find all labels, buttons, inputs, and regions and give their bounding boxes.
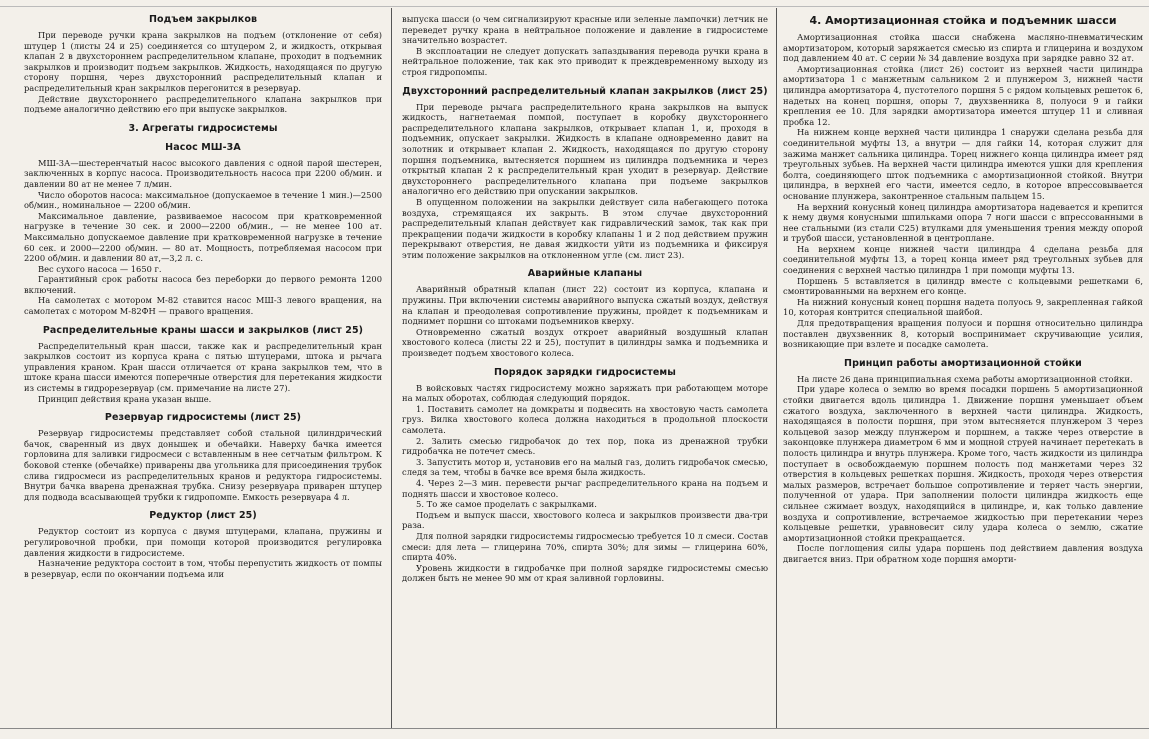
paragraph: МШ-3А—шестеренчатый насос высокого давления с одной парой шестерен, заключенных в корпус насоса. Производительность насоса при 2200 об/мин. и давлении 80 ат не менее 7 л/мин. <box>24 157 382 189</box>
paragraph: Резервуар гидросистемы представляет собой стальной цилиндрический бачок, сваренный из двух донышек и обечайки. Наверху бачка имеется горловина для заливки гидросмеси с вставленным в нее сетчатым фильтром. К боковой стенке (обечайке) приварены два угольника для присоединения трубок слива гидросмеси из распределительных кранов и редуктора гидросистемы. Внутри бачка вварена дренажная трубка. Снизу резервуара приварен штуцер для подвода всасывающей трубки к гидропомпе. Емкость резервуара 4 л. <box>24 428 382 502</box>
heading-twoway-valve: Двухсторонний распределительный клапан закрылков (лист 25) <box>402 85 768 97</box>
paragraph: При переводе ручки крана закрылков на подъем (отклонение от себя) штуцер 1 (листы 24 и 25) соединяется со штуцером 2, и жидкость, открывая клапан 2 в двухстороннем распределительном клапане, проходит в подъемник закрылков и производит подъем закрылков. Жидкость, находящаяся по другую сторону поршня, через двухсторонний распределительный клапан и распределительный кран закрылков перегонится в резервуар. <box>24 30 382 93</box>
heading-pump: Насос МШ-3А <box>165 141 241 153</box>
top-edge-rule <box>0 6 1149 7</box>
paragraph: Редуктор состоит из корпуса с двумя штуцерами, клапана, пружины и регулировочной пробки, при помощи которой производится регулировка давления жидкости в гидросистеме. <box>24 526 382 558</box>
paragraph: Амортизационная стойка (лист 26) состоит из верхней части цилиндра амортизатора 1 с манжетным сальником 2 и плунжером 3, нижней части цилиндра амортизатора 4, пустотелого поршня 5 с рядом кольцевых решеток 6, надетых на конец поршня, опоры 7, двухзвенника 8, полуоси 9 и гайки крепления ее 10. Для зарядки амортизатора имеется штуцер 11 и сливная пробка 12. <box>783 63 1143 127</box>
heading-reservoir: Резервуар гидросистемы (лист 25) <box>104 412 302 424</box>
paragraph: В войсковых частях гидросистему можно заряжать при работающем моторе на малых оборотах, соблюдая следующий порядок. <box>402 382 768 404</box>
paragraph: Поршень 5 вставляется в цилиндр вместе с кольцевыми решетками 6, смонтированными на верхнем его конце. <box>783 275 1143 297</box>
column-right <box>783 14 1143 565</box>
column-left <box>24 14 382 579</box>
paragraph: Принцип действия крана указан выше. <box>38 393 212 404</box>
paragraph: 1. Поставить самолет на домкраты и подвесить на хвостовую часть самолета груз. Вилка хвостового колеса должна находиться в продольной плоскости самолета. <box>402 403 768 435</box>
bottom-edge-rule <box>0 728 1149 729</box>
paragraph: Аварийный обратный клапан (лист 22) состоит из корпуса, клапана и пружины. При включении системы аварийного выпуска сжатый воздух, действуя на клапан и преодолевая сопротивление пружины, пройдет к подъемникам и поднимет поршни со штоками подъемников кверху. <box>402 284 768 327</box>
paragraph: 5. То же самое проделать с закрылками. <box>416 499 597 510</box>
paragraph: При переводе рычага распределительного крана закрылков на выпуск жидкость, нагнетаемая помпой, поступает в коробку двухстороннего распределительного клапана закрылков, открывает клапан 1, и, проходя в подъемник, опускает закрылки. Жидкость в клапане одновременно давит на золотник и открывает клапан 2. Жидкость, находящаяся по другую сторону поршня подъемника, вытесняется поршнем из цилиндра подъемника и через открытый клапан 2 к распределительный кран уходит в резервуар. Действие двухстороннего распределительного клапана при подъеме закрылков аналогично его действию при опускании закрылков. <box>402 101 768 197</box>
heading-charging: Порядок зарядки гидросистемы <box>494 366 676 378</box>
column-divider-1 <box>391 8 392 728</box>
heading-shock-principle: Принцип работы амортизационной стойки <box>844 357 1082 369</box>
column-middle <box>402 14 768 584</box>
column-divider-2 <box>776 8 777 728</box>
paragraph: В эксплоатации не следует допускать запаздывания перевода ручки крана в нейтральное положение, так как это приводит к преждевременному выходу из строя гидропомпы. <box>402 45 768 77</box>
paragraph: При ударе колеса о землю во время посадки поршень 5 амортизационной стойки двигается вдоль цилиндра 1. Движение поршня уменьшает объем сжатого воздуха, заключенного в верхней части цилиндра. Жидкость, находящаяся в полости поршня, при этом вытесняется плунжером 3 через кольцевой зазор между плунжером и поршнем, а также через отверстие в законцовке плунжера диаметром 6 мм и мощной струей начинает перетекать в полость цилиндра и внутрь плунжера. Кроме того, часть жидкости из цилиндра поступает в освобождаемую поршнем полость под манжетами через 32 отверстия в кольцевых решетках поршня. Жидкость, проходя через отверстия малых размеров, встречает большое сопротивление и теряет часть энергии, полученной от удара. При заполнении полости цилиндра жидкость еще сильнее сжимает воздух, находящийся в цилиндре, и, как только давление воздуха и сопротивление, встречаемое жидкостью при перетекании через кольцевые решетки, уравновесит силу удара колеса о землю, сжатие амортизационной стойки прекращается. <box>783 384 1143 543</box>
paragraph: Вес сухого насоса — 1650 г. <box>38 263 162 274</box>
paragraph: На нижний конусный конец поршня надета полуось 9, закрепленная гайкой 10, которая контрится специальной шайбой. <box>783 296 1143 318</box>
paragraph: Максимальное давление, развиваемое насосом при кратковременной нагрузке в течение 30 сек. и 2000—2200 об/мин., — не менее 100 ат. Максимально допускаемое давление при кратковременной нагрузке в течение 60 сек. и 2000—2200 об/мин. — 80 ат. Мощность, потребляемая насосом при 2200 об/мин. и давлении 80 ат,—3,2 л. с. <box>24 210 382 264</box>
paragraph: Подъем и выпуск шасси, хвостового колеса и закрылков произвести два-три раза. <box>402 509 768 531</box>
paragraph: После поглощения силы удара поршень под действием давления воздуха двигается вниз. При обратном ходе поршня аморти- <box>783 543 1143 564</box>
paragraph: Число оборотов насоса: максимальное (допускаемое в течение 1 мин.)—2500 об/мин., номинальное — 2200 об/мин. <box>24 189 382 211</box>
paragraph: выпуска шасси (о чем сигнализируют красные или зеленые лампочки) летчик не переведет ручку крана в нейтральное положение и давление в гидросистеме значительно возрастет. <box>402 14 768 46</box>
paragraph: 2. Залить смесью гидробачок до тех пор, пока из дренажной трубки гидробачка не потечет смесь. <box>402 435 768 457</box>
paragraph: На листе 26 дана принципиальная схема работы амортизационной стойки. <box>797 373 1133 384</box>
paragraph: В опущенном положении на закрылки действует сила набегающего потока воздуха, стремящаяся их закрыть. В этом случае двухсторонний распределительный клапан действует как гидравлический замок, так как при прекращении подачи жидкости в коробку клапаны 1 и 2 под действием пружин перекрывают отверстия, не давая жидкости уйти из подъемника и фиксируя этим положение закрылков на отклоненном угле (см. лист 23). <box>402 196 768 260</box>
section-heading-shock-strut: 4. Амортизационная стойка и подъемник шасси <box>809 14 1117 27</box>
paragraph: Распределительный кран шасси, также как и распределительный кран закрылков состоит из корпуса крана с пятью штуцерами, штока и рычага управления краном. Кран шасси отличается от крана закрылков тем, что в штоке крана шасси имеются поперечные отверстия для перетекания жидкости из системы в гидрорезервуар (см. примечание на листе 27). <box>24 340 382 394</box>
paragraph: На самолетах с мотором М-82 ставится насос МШ-3 левого вращения, на самолетах с мотором М-82ФН — правого вращения. <box>24 295 382 317</box>
paragraph: 3. Запустить мотор и, установив его на малый газ, долить гидробачок смесью, следя за тем, чтобы в бачке все время была жидкость. <box>402 456 768 478</box>
paragraph: На верхнем конце нижней части цилиндра 4 сделана резьба для соединительной муфты 13, а торец конца имеет ряд треугольных зубьев для соединения с верхней частью цилиндра 1 при помощи муфты 13. <box>783 243 1143 276</box>
paragraph: Действие двухстороннего распределительного клапана закрылков при подъеме аналогично действию его при выпуске закрылков. <box>24 93 382 115</box>
paragraph: Гарантийный срок работы насоса без переборки до первого ремонта 1200 включений. <box>24 274 382 295</box>
heading-flaps-lift: Подъем закрылков <box>148 14 258 25</box>
heading-emergency-valves: Аварийные клапаны <box>527 268 643 280</box>
paragraph: Назначение редуктора состоит в том, чтобы перепустить жидкость от помпы в резервуар, если по окончании подъема или <box>24 558 382 579</box>
paragraph: На нижнем конце верхней части цилиндра 1 снаружи сделана резьба для соединительной муфты 13, а внутри — для гайки 14, которая служит для зажима манжет сальника цилиндра. Торец нижнего конца цилиндра имеет ряд треугольных зубьев. На верхней части цилиндра имеются ушки для крепления болта, соединяющего шток подъемника с амортизационной стойкой. Внутри цилиндра, в верхней его части, имеется седло, в которое впрессовывается основание плунжера, законтренное стальным пальцем 15. <box>783 127 1143 201</box>
paragraph: Отновременно сжатый воздух откроет аварийный воздушный клапан хвостового колеса (листы 22 и 25), поступит в цилиндры замка и подъемника и произведет подъем хвостового колеса. <box>402 326 768 359</box>
paragraph: 4. Через 2—3 мин. перевести рычаг распределительного крана на подъем и поднять шасси и хвостовое колесо. <box>402 477 768 499</box>
heading-reducer: Редуктор (лист 25) <box>149 510 257 522</box>
paragraph: Для полной зарядки гидросистемы гидросмесью требуется 10 л смеси. Состав смеси: для лета — глицерина 70%, спирта 30%; для зимы — глицерина 60%, спирта 40%. <box>402 530 768 563</box>
paragraph: Уровень жидкости в гидробачке при полной зарядке гидросистемы смесью должен быть не менее 90 мм от края заливной горловины. <box>402 562 768 584</box>
paragraph: Амортизационная стойка шасси снабжена масляно-пневматическим амортизатором, который заряжается смесью из спирта и глицерина и воздухом под давлением 40 ат. С серии № 34 давление воздуха при зарядке равно 32 ат. <box>783 32 1143 64</box>
paragraph: На верхний конусный конец цилиндра амортизатора надевается и крепится к нему двумя конусными шпильками опора 7 ноги шасси с впрессованными в нее стальными (из стали С25) втулками для уменьшения трения между опорой и трубой шасси, установленной в центроплане. <box>783 201 1143 244</box>
paragraph: Для предотвращения вращения полуоси и поршня относительно цилиндра поставлен двухзвенник 8, который воспринимает скручивающие усилия, возникающие при взлете и посадке самолета. <box>783 318 1143 350</box>
section-heading-units: 3. Агрегаты гидросистемы <box>128 122 278 134</box>
heading-dist-valves: Распределительные краны шасси и закрылков (лист 25) <box>42 324 364 336</box>
